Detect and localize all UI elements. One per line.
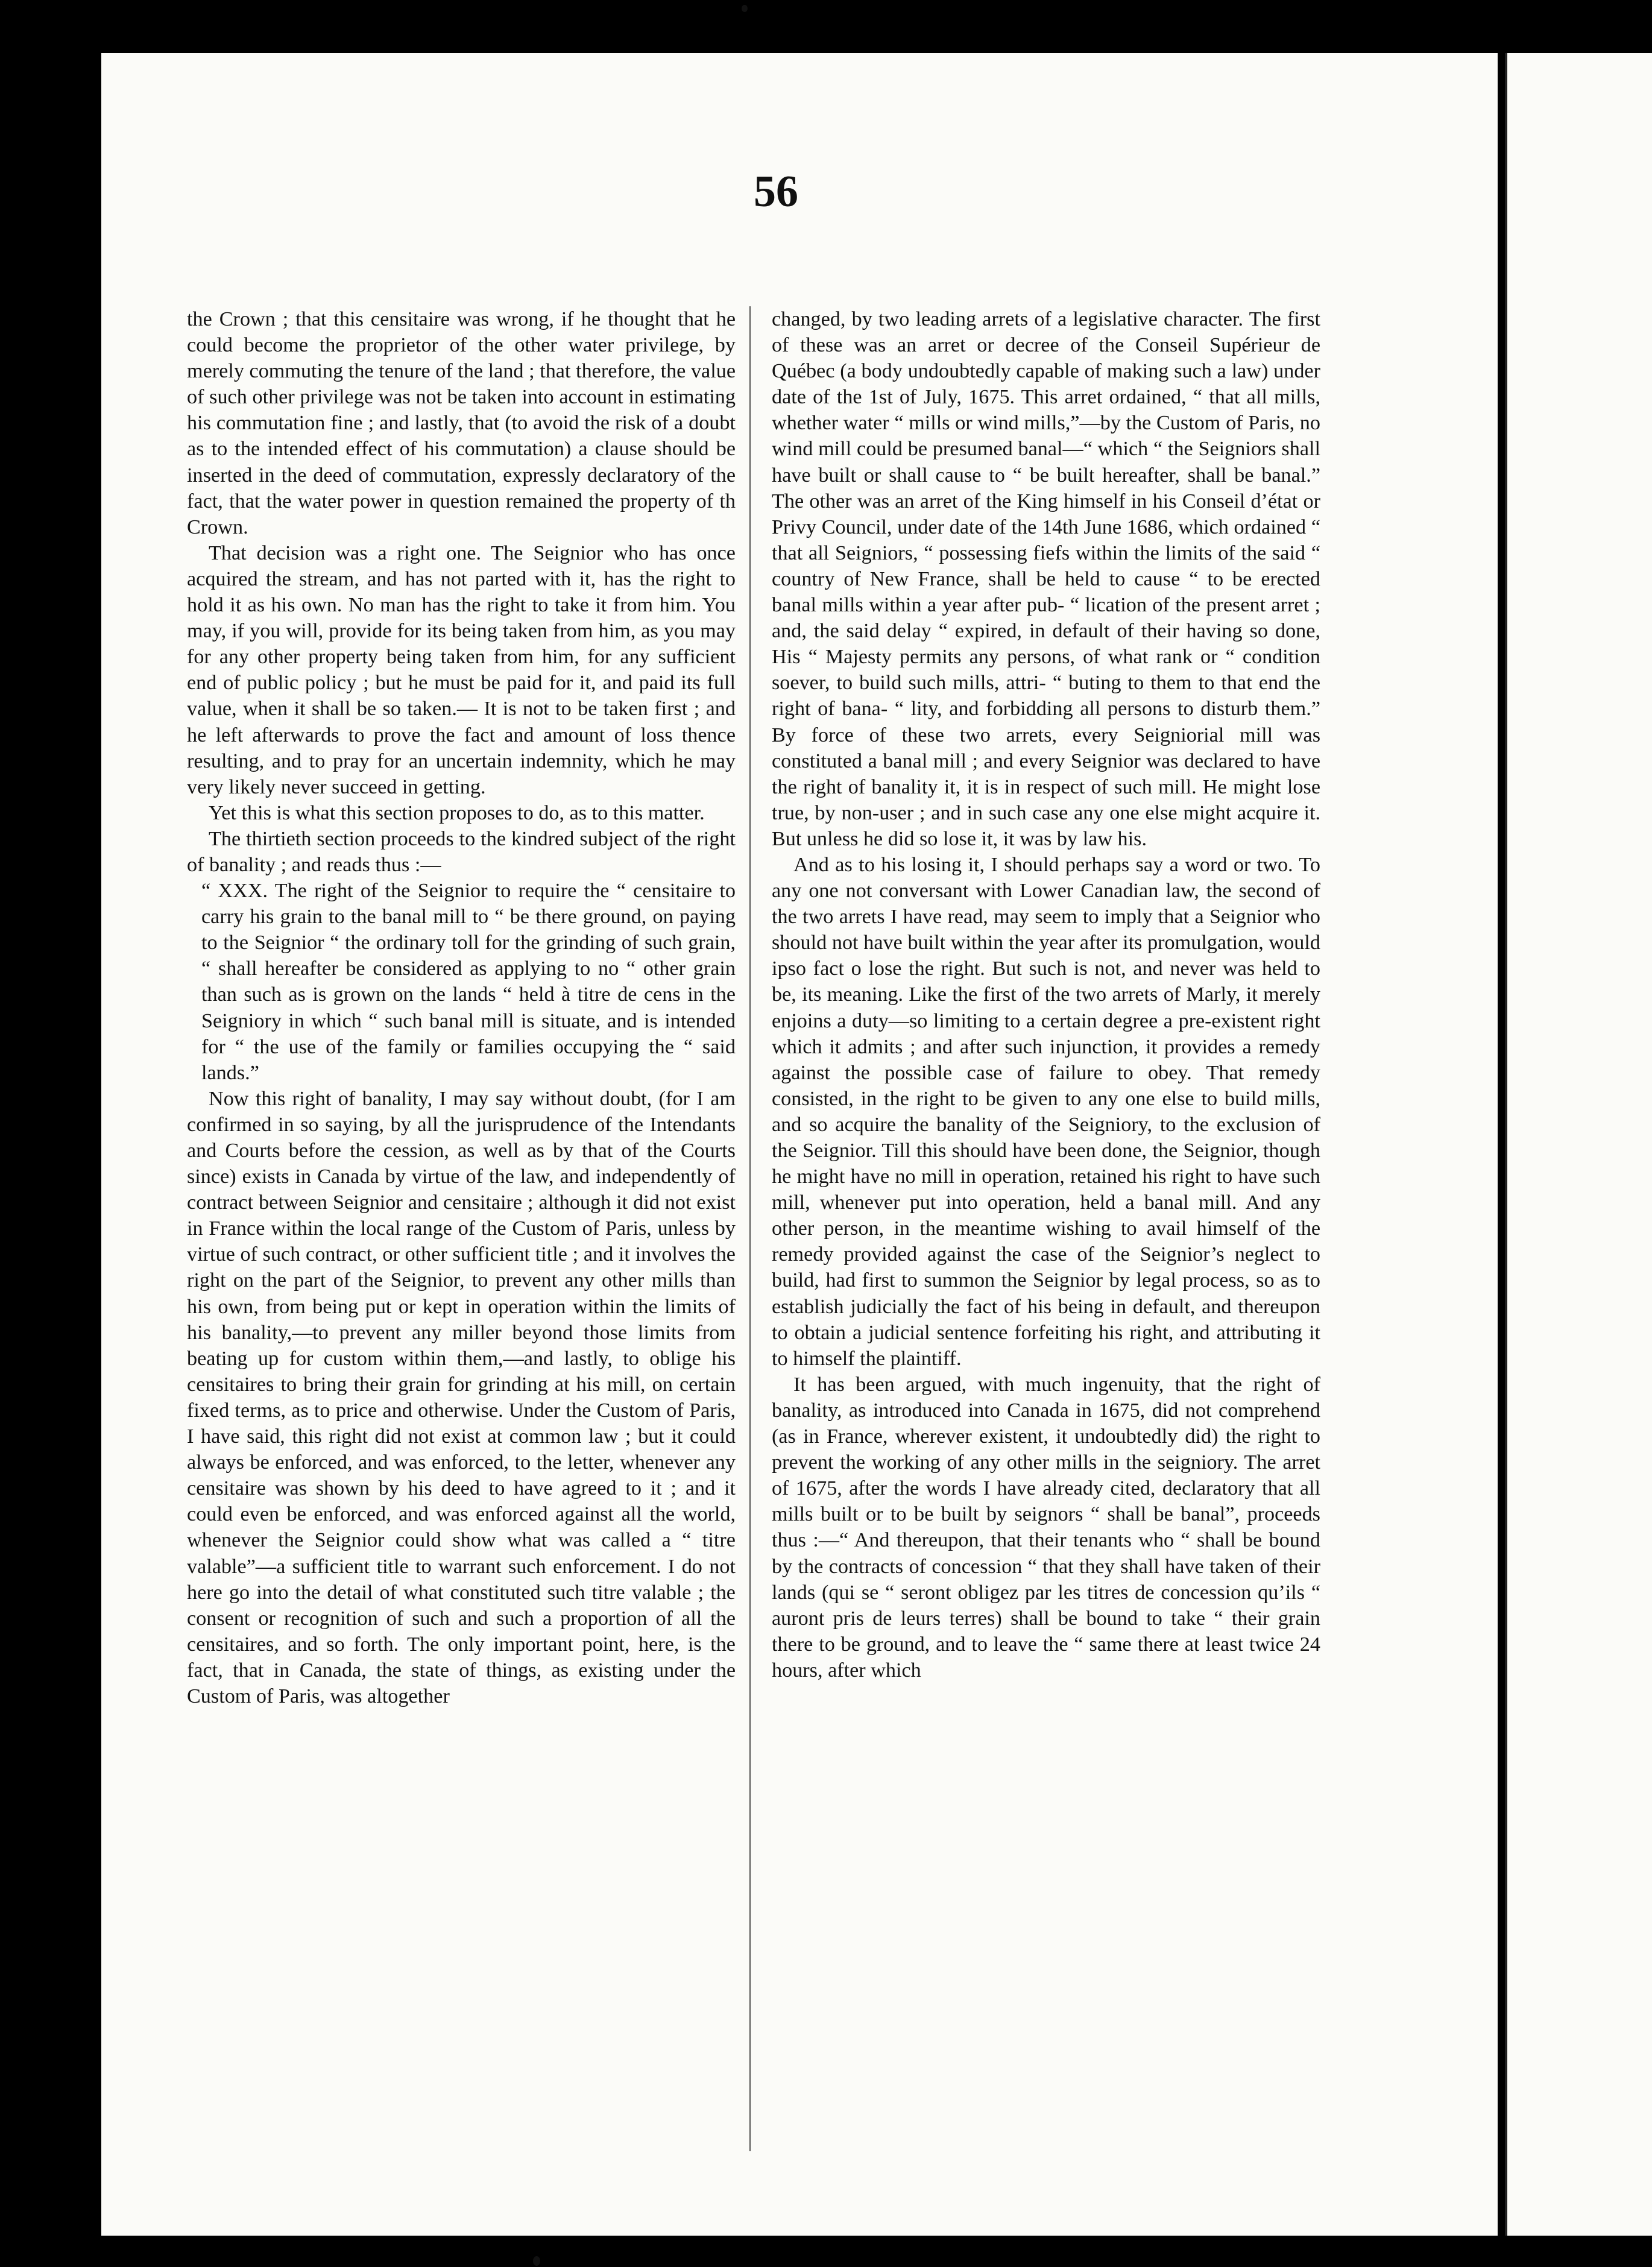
paragraph: changed, by two leading arrets of a legislative character. The first of these was an arret or decree of the Conseil Supérieur de Québec (a body undoubtedly capable of making such a law) under date of the 1st of July, 1675. This arret ordained, “ that all mills, whether water “ mills or wind mills,”—by the Custom of Paris, no wind mill could be presumed banal—“ which “ the Seigniors shall have built or shall cause to “ be built hereafter, shall be banal.” The other was an arret of the King himself in his Conseil d’état or Privy Council, under date of the 14th June 1686, which ordained “ that all Seigniors, “ possessing fiefs within the limits of the said “ country of New France, shall be held to cause “ to be erected banal mills within a year after pub- “ lication of the present arret ; and, the said delay “ expired, in default of their having so done, His “ Majesty permits any persons, of what rank or “ condition soever, to build such mills, attri- “ buting to them to that end the right of bana- “ lity, and forbidding all persons to disturb them.” By force of these two arrets, every Seigniorial mill was constituted a banal mill ; and every Seignior was declared to have the right of banality it, it is in respect of such mill. He might lose true, by non-user ; and in such case any one else might acquire it. But unless he did so lose it, it was by law his. [772, 308, 1320, 850]
right-column [772, 306, 1320, 1683]
paragraph: It has been argued, with much ingenuity, that the right of banality, as introduced into Canada in 1675, did not comprehend (as in France, wherever existent, it undoubtedly did) the right to prevent the working of any other mills in the seigniory. The arret of 1675, after the words I have already cited, declaratory that all mills built or to be built by seignors “ shall be banal”, proceeds thus :—“ And thereupon, that their tenants who “ shall be bound by the contracts of concession “ that they shall have taken of their lands (qui se “ seront obligez par les titres de concession qu’ils “ auront pris de leurs terres) shall be bound to take “ their grain there to be ground, and to leave the “ same there at least twice 24 hours, after which [772, 1373, 1320, 1682]
paragraph: Now this right of banality, I may say without doubt, (for I am confirmed in so saying, by all the jurisprudence of the Intendants and Courts before the cession, as well as by that of the Courts since) exists in Canada by virtue of the law, and independently of contract between Seignior and censitaire ; although it did not exist in France within the local range of the Custom of Paris, unless by virtue of such contract, or other sufficient title ; and it involves the right on the part of the Seignior, to prevent any other mills than his own, from being put or kept in operation within the limits of his banality,—to prevent any miller beyond those limits from beating up for custom within them,—and lastly, to oblige his censitaires to bring their grain for grinding at his mill, on certain fixed terms, as to price and otherwise. Under the Custom of Paris, I have said, this right did not exist at common law ; but it could always be enforced, and was enforced, to the letter, whenever any censitaire was shown by his deed to have agreed to it ; and it could even be enforced, and was enforced against all the world, whenever the Seignior could show what was called a “ titre valable”—a sufficient title to warrant such enforcement. I do not here go into the detail of what constituted such titre valable ; the consent or recognition of such and such a proportion of all the censitaires, and so forth. The only important point, here, is the fact, that in Canada, the state of things, as existing under the Custom of Paris, was altogether [187, 1087, 736, 1707]
left-column [187, 306, 736, 1709]
paragraph: That decision was a right one. The Seignior who has once acquired the stream, and has not parted with it, has the right to hold it as his own. No man has the right to take it from him. You may, if you will, provide for its being taken from him, as you may for any other property being taken from him, for any sufficient end of public policy ; but he must be paid for it, and paid its full value, when it shall be so taken.— It is not to be taken first ; and he left afterwards to prove the fact and amount of loss thence resulting, and to pray for an uncertain indemnity, which he may very likely never succeed in getting. [187, 541, 736, 798]
paragraph: Yet this is what this section proposes to do, as to this matter. [209, 801, 705, 824]
paragraph: The thirtieth section proceeds to the kindred subject of the right of banality ; and reads thus :— [187, 827, 736, 876]
paragraph: And as to his losing it, I should perhaps say a word or two. To any one not conversant with Lower Canadian law, the second of the two arrets I have read, may seem to imply that a Seignior who should not have built within the year after its promulgation, would ipso fact o lose the right. But such is not, and never was held to be, its meaning. Like the first of the two arrets of Marly, it merely enjoins a duty—so limiting to a certain degree a pre-existent right which it admits ; and after such injunction, it provides a remedy against the possible case of failure to obey. That remedy consisted, in the right to be given to any one else to build mills, and so acquire the banality of the Seigniory, to the exclusion of the Seignior. Till this should have been done, the Seignior, though he might have no mill in operation, retained his right to have such mill, whenever put into operation, held a banal mill. And any other person, in the meantime wishing to avail himself of the remedy provided against the case of the Seignior’s neglect to build, had first to summon the Seignior by legal process, so as to establish judicially the fact of his being in default, and thereupon to obtain a judicial sentence forfeiting his right, and attributing it to himself the plaintiff. [772, 853, 1320, 1370]
book-page [101, 53, 1498, 2236]
scan-speck [533, 2256, 540, 2266]
page-edge-line [1505, 53, 1507, 2236]
paragraph: the Crown ; that this censitaire was wrong, if he thought that he could become the proprietor of the other water privilege, by merely commuting the tenure of the land ; that therefore, the value of such other privilege was not be taken into account in estimating his commutation fine ; and lastly, that (to avoid the risk of a doubt as to the intended effect of his commutation) a clause should be inserted in the deed of commutation, expressly declaratory of the fact, that the water power in question remained the property of th Crown. [187, 308, 736, 538]
scan-speck [742, 5, 748, 12]
adjacent-page-edge [1505, 53, 1652, 2236]
page-number: 56 [754, 167, 798, 216]
column-divider [749, 306, 751, 2151]
quoted-section: “ XXX. The right of the Seignior to require the “ censitaire to carry his grain to the banal mill to “ be there ground, on paying to the Seignior “ the ordinary toll for the grinding of such grain, “ shall hereafter be considered as applying to no “ other grain than such as is grown on the lands “ held à titre de cens in the Seigniory in which “ such banal mill is situate, and is intended for “ the use of the family or families occupying the “ said lands.” [201, 880, 736, 1084]
